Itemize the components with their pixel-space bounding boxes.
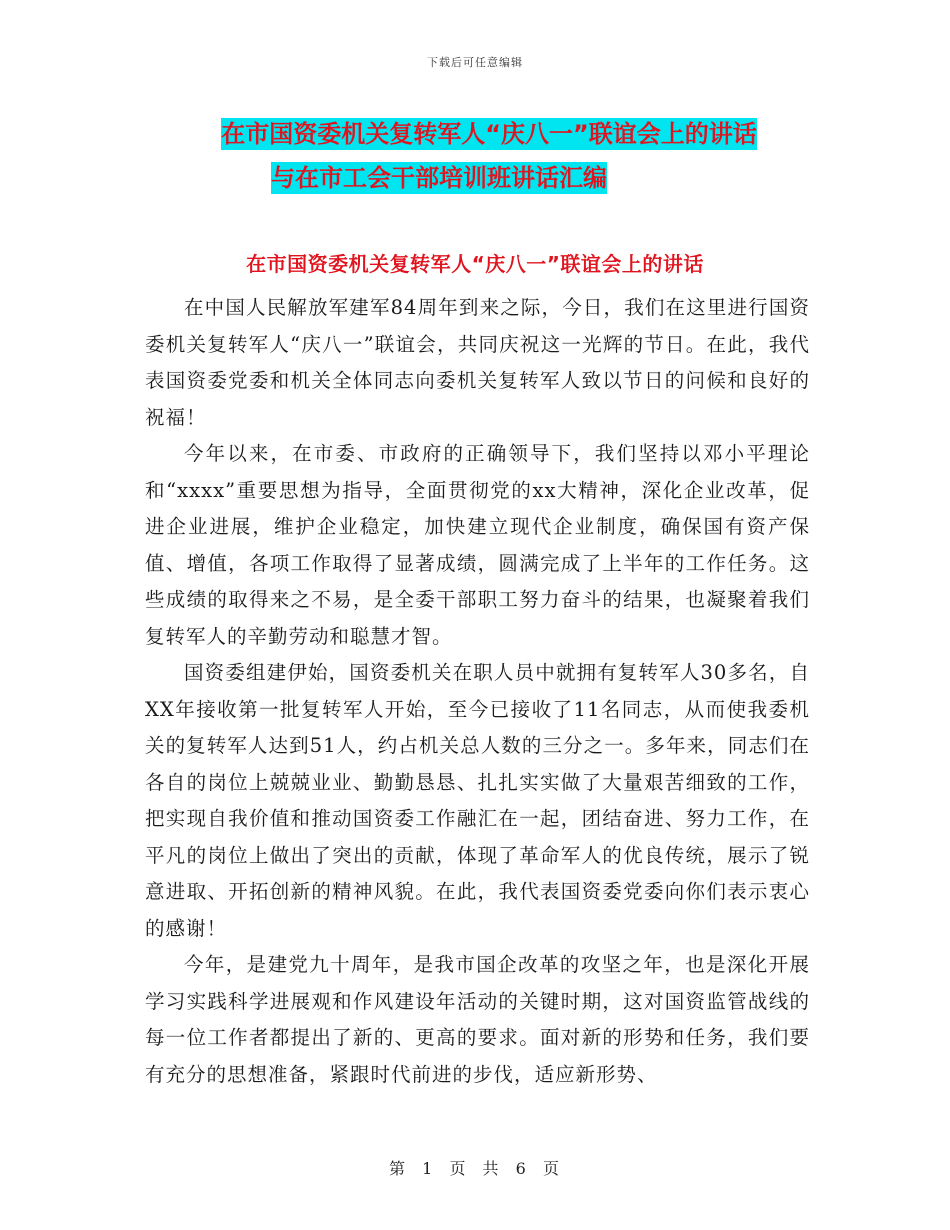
title-line-2: 与在市工会干部培训班讲话汇编 — [271, 164, 607, 192]
paragraph: 今年以来，在市委、市政府的正确领导下，我们坚持以邓小平理论和“xxxx”重要思想为指导，全面贯彻党的xx大精神，深化企业改革，促进企业进展，维护企业稳定，加快建立现代企业制度，确保国有资产保值、增值，各项工作取得了显著成绩，圆满完成了上半年的工作任务。这些成绩的取得来之不易，是全委干部职工努力奋斗的结果，也凝聚着我们复转军人的辛勤劳动和聪慧才智。 — [145, 442, 810, 648]
footer-page-word: 页 — [449, 1159, 468, 1178]
body-text — [145, 290, 810, 1093]
document-title — [0, 112, 950, 200]
header-note: 下载后可任意编辑 — [427, 56, 523, 69]
paragraph: 国资委组建伊始，国资委机关在职人员中就拥有复转军人30多名，自XX年接收第一批复转军人开始，至今已接收了11名同志，从而使我委机关的复转军人达到51人，约占机关总人数的三分之一。多年来，同志们在各自的岗位上兢兢业业、勤勤恳恳、扎扎实实做了大量艰苦细致的工作，把实现自我价值和推动国资委工作融汇在一起，团结奋进、努力工作，在平凡的岗位上做出了突出的贡献，体现了革命军人的优良传统，展示了锐意进取、开拓创新的精神风貌。在此，我代表国资委党委向你们表示衷心的感谢！ — [145, 661, 810, 940]
footer-suffix: 页 — [542, 1159, 561, 1178]
page-footer — [0, 1156, 950, 1179]
footer-total-word: 共 — [482, 1159, 501, 1178]
paragraph: 今年，是建党九十周年，是我市国企改革的攻坚之年，也是深化开展学习实践科学进展观和作风建设年活动的关键时期，这对国资监管战线的每一位工作者都提出了新的、更高的要求。面对新的形势和任务，我们要有充分的思想准备，紧跟时代前进的步伐，适应新形势、 — [145, 953, 810, 1086]
page-number: 1 — [422, 1159, 435, 1178]
title-line-1: 在市国资委机关复转军人“庆八一”联谊会上的讲话 — [221, 120, 757, 148]
section-title: 在市国资委机关复转军人“庆八一”联谊会上的讲话 — [246, 252, 704, 276]
paragraph: 在中国人民解放军建军84周年到来之际，今日，我们在这里进行国资委机关复转军人“庆八一”联谊会，共同庆祝这一光辉的节日。在此，我代表国资委党委和机关全体同志向委机关复转军人致以节日的问候和良好的祝福！ — [145, 296, 810, 429]
footer-prefix: 第 — [389, 1159, 408, 1178]
page-total: 6 — [515, 1159, 528, 1178]
